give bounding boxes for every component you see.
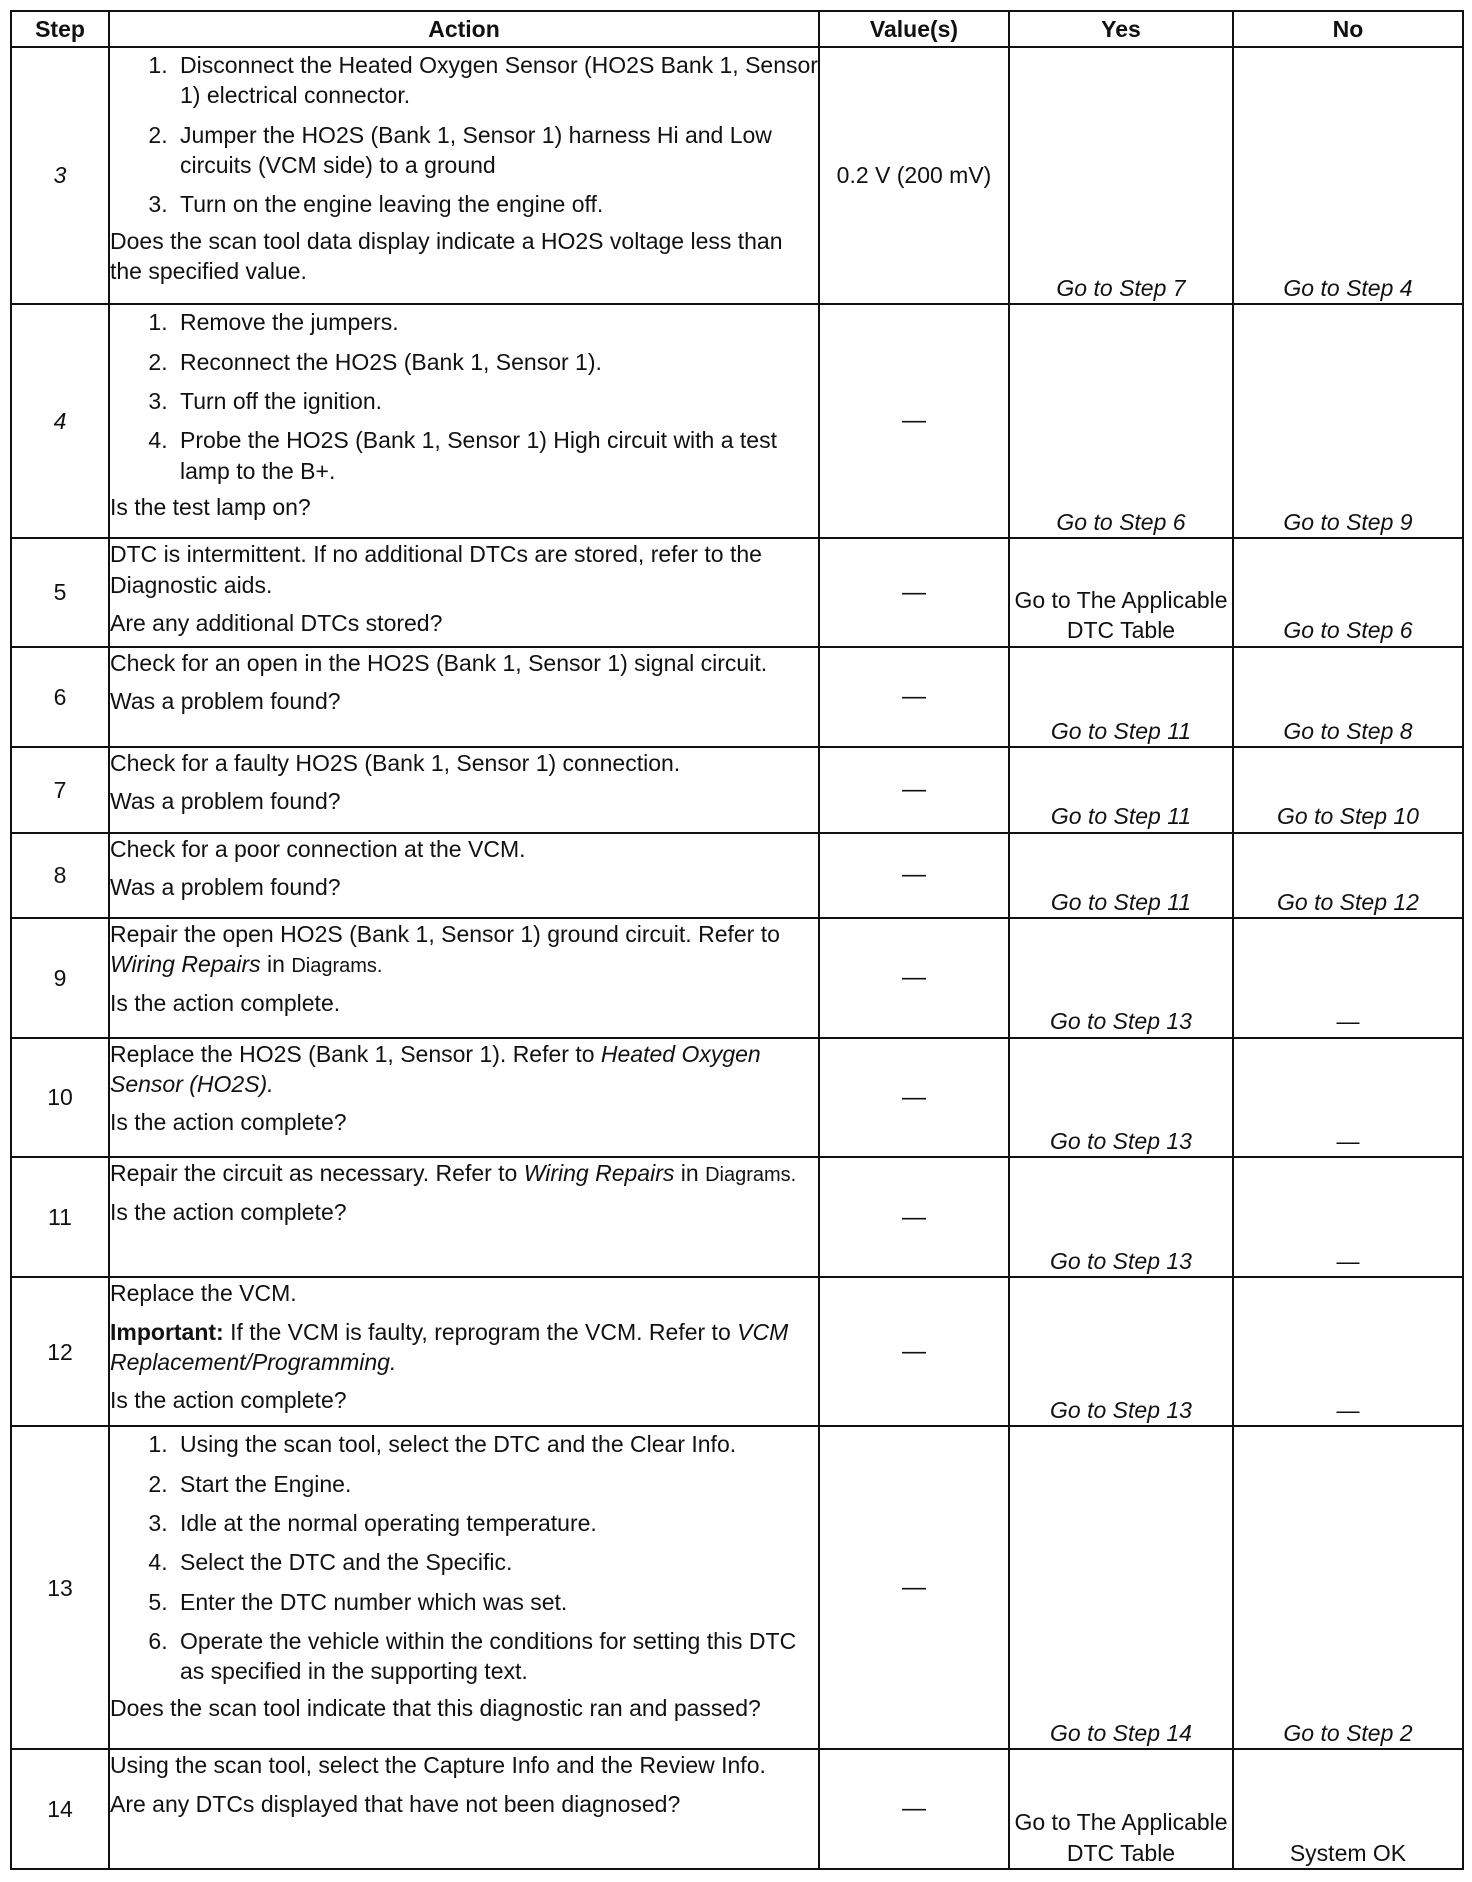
value-cell: — — [819, 1426, 1009, 1749]
no-cell: System OK — [1233, 1749, 1463, 1869]
step-number: 10 — [11, 1038, 109, 1158]
yes-cell: Go to The Applicable DTC Table — [1009, 1749, 1233, 1869]
action-question: Was a problem found? — [110, 873, 341, 900]
table-row — [11, 1038, 1463, 1158]
text-part: Repair the open HO2S (Bank 1, Sensor 1) ground circuit. Refer to — [110, 921, 780, 948]
action-cell — [109, 918, 819, 1038]
action-question: Was a problem found? — [110, 687, 341, 714]
no-cell: Go to Step 12 — [1233, 833, 1463, 919]
header-no: No — [1233, 11, 1463, 47]
yes-cell: Go to Step 11 — [1009, 647, 1233, 747]
step-number: 4 — [11, 304, 109, 538]
action-text: Check for a poor connection at the VCM. — [110, 835, 526, 862]
yes-cell: Go to Step 13 — [1009, 1277, 1233, 1426]
action-text: Using the scan tool, select the Capture Info and the Review Info. — [110, 1752, 766, 1779]
no-cell: Go to Step 8 — [1233, 647, 1463, 747]
action-cell — [109, 538, 819, 646]
step-number: 13 — [11, 1426, 109, 1749]
yes-cell: Go to Step 11 — [1009, 833, 1233, 919]
text-part: Diagrams. — [291, 955, 383, 978]
text-part: Repair the circuit as necessary. Refer to — [110, 1160, 524, 1187]
no-cell: — — [1233, 1038, 1463, 1158]
action-text — [110, 919, 818, 980]
action-cell — [109, 747, 819, 833]
action-cell — [109, 1038, 819, 1158]
value-cell: — — [819, 747, 1009, 833]
table-row — [11, 833, 1463, 919]
action-text: Check for an open in the HO2S (Bank 1, Sensor 1) signal circuit. — [110, 649, 768, 676]
important-note — [110, 1317, 818, 1378]
action-question: Is the action complete? — [110, 1387, 347, 1414]
header-step: Step — [11, 11, 109, 47]
action-cell — [109, 47, 819, 304]
action-cell — [109, 1277, 819, 1426]
step-number: 3 — [11, 47, 109, 304]
header-yes: Yes — [1009, 11, 1233, 47]
no-cell: Go to Step 9 — [1233, 304, 1463, 538]
action-item: 5. Enter the DTC number which was set. — [174, 1587, 818, 1617]
no-cell: — — [1233, 1157, 1463, 1277]
header-action: Action — [109, 11, 819, 47]
action-list — [110, 307, 818, 486]
step-number: 12 — [11, 1277, 109, 1426]
action-cell — [109, 1749, 819, 1869]
action-item: 4. Select the DTC and the Specific. — [174, 1547, 818, 1577]
value-cell: — — [819, 1157, 1009, 1277]
text-part: Diagrams. — [705, 1164, 797, 1187]
action-cell — [109, 833, 819, 919]
header-values: Value(s) — [819, 11, 1009, 47]
action-cell — [109, 1426, 819, 1749]
step-number: 9 — [11, 918, 109, 1038]
no-cell: Go to Step 10 — [1233, 747, 1463, 833]
step-number: 5 — [11, 538, 109, 646]
action-question: Are any additional DTCs stored? — [110, 610, 443, 637]
action-item: 3. Turn on the engine leaving the engine off. — [174, 189, 818, 219]
text-part: If the VCM is faulty, reprogram the VCM. Refer to — [223, 1318, 738, 1345]
action-text: Check for a faulty HO2S (Bank 1, Sensor 1) connection. — [110, 749, 681, 776]
no-cell: Go to Step 2 — [1233, 1426, 1463, 1749]
step-number: 14 — [11, 1749, 109, 1869]
step-number: 7 — [11, 747, 109, 833]
value-cell: 0.2 V (200 mV) — [819, 47, 1009, 304]
action-list — [110, 1429, 818, 1687]
no-cell: Go to Step 6 — [1233, 538, 1463, 646]
action-question: Is the action complete. — [110, 989, 341, 1016]
no-cell: — — [1233, 918, 1463, 1038]
yes-cell: Go to Step 13 — [1009, 918, 1233, 1038]
action-item: 3. Idle at the normal operating temperature. — [174, 1508, 818, 1538]
action-item: 1. Remove the jumpers. — [174, 307, 818, 337]
action-text: DTC is intermittent. If no additional DTCs are stored, refer to the Diagnostic aids. — [110, 541, 762, 598]
action-item: 2. Reconnect the HO2S (Bank 1, Sensor 1). — [174, 347, 818, 377]
table-row — [11, 304, 1463, 538]
action-text — [110, 1039, 818, 1100]
action-item: 2. Jumper the HO2S (Bank 1, Sensor 1) harness Hi and Low circuits (VCM side) to a ground — [174, 120, 818, 181]
action-question: Does the scan tool indicate that this diagnostic ran and passed? — [110, 1694, 761, 1721]
yes-cell: Go to Step 7 — [1009, 47, 1233, 304]
table-row — [11, 47, 1463, 304]
table-row — [11, 1426, 1463, 1749]
action-question: Does the scan tool data display indicate a HO2S voltage less than the specified value. — [110, 227, 783, 285]
step-number: 8 — [11, 833, 109, 919]
table-row — [11, 747, 1463, 833]
action-cell — [109, 304, 819, 538]
table-row — [11, 918, 1463, 1038]
value-cell: — — [819, 1749, 1009, 1869]
value-cell: — — [819, 304, 1009, 538]
no-cell: Go to Step 4 — [1233, 47, 1463, 304]
action-item: 1. Disconnect the Heated Oxygen Sensor (HO2S Bank 1, Sensor 1) electrical connector. — [174, 50, 818, 111]
action-text: Replace the VCM. — [110, 1280, 297, 1307]
action-text — [110, 1158, 818, 1188]
value-cell: — — [819, 647, 1009, 747]
action-item: 2. Start the Engine. — [174, 1469, 818, 1499]
action-item: 1. Using the scan tool, select the DTC and the Clear Info. — [174, 1429, 818, 1459]
action-question: Is the action complete? — [110, 1198, 347, 1225]
table-row — [11, 538, 1463, 646]
action-question: Are any DTCs displayed that have not been diagnosed? — [110, 1790, 681, 1817]
yes-cell: Go to Step 13 — [1009, 1157, 1233, 1277]
action-item: 3. Turn off the ignition. — [174, 386, 818, 416]
reference-link: VCM Replacement/Programming. — [110, 1318, 789, 1375]
text-part: Replace the HO2S (Bank 1, Sensor 1). Refer to — [110, 1040, 601, 1067]
reference-link: Heated Oxygen Sensor (HO2S). — [110, 1040, 761, 1098]
action-question: Is the test lamp on? — [110, 493, 311, 520]
action-list — [110, 50, 818, 220]
important-label: Important: — [110, 1318, 224, 1345]
table-row — [11, 1749, 1463, 1869]
table-row — [11, 1277, 1463, 1426]
table-row — [11, 1157, 1463, 1277]
reference-link: Wiring Repairs — [523, 1160, 675, 1187]
reference-link: Wiring Repairs — [110, 951, 261, 978]
action-item: 6. Operate the vehicle within the conditions for setting this DTC as specified in the supporting text. — [174, 1626, 818, 1687]
text-part: in — [260, 951, 292, 978]
yes-cell: Go to Step 14 — [1009, 1426, 1233, 1749]
yes-cell: Go to Step 11 — [1009, 747, 1233, 833]
no-cell: — — [1233, 1277, 1463, 1426]
yes-cell: Go to Step 13 — [1009, 1038, 1233, 1158]
header-row — [11, 11, 1463, 47]
action-item: 4. Probe the HO2S (Bank 1, Sensor 1) High circuit with a test lamp to the B+. — [174, 425, 818, 486]
value-cell: — — [819, 538, 1009, 646]
action-cell — [109, 647, 819, 747]
diagnostic-table — [10, 10, 1464, 1870]
text-part: in — [674, 1160, 706, 1187]
step-number: 6 — [11, 647, 109, 747]
value-cell: — — [819, 833, 1009, 919]
value-cell: — — [819, 1038, 1009, 1158]
action-cell — [109, 1157, 819, 1277]
value-cell: — — [819, 1277, 1009, 1426]
yes-cell: Go to Step 6 — [1009, 304, 1233, 538]
step-number: 11 — [11, 1157, 109, 1277]
action-question: Was a problem found? — [110, 788, 341, 815]
yes-cell: Go to The Applicable DTC Table — [1009, 538, 1233, 646]
value-cell: — — [819, 918, 1009, 1038]
table-row — [11, 647, 1463, 747]
action-question: Is the action complete? — [110, 1109, 347, 1136]
